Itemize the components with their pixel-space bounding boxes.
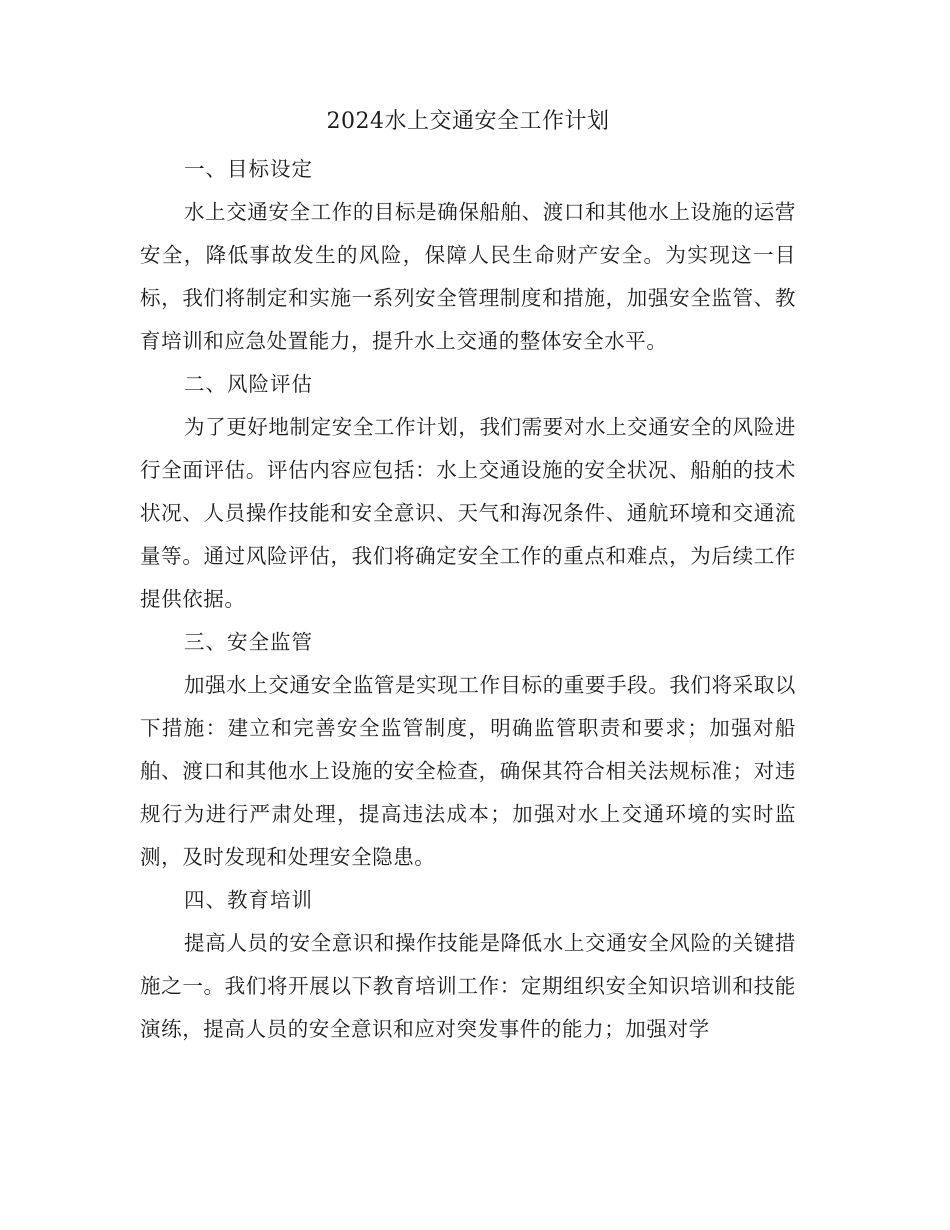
document-title: 2024水上交通安全工作计划	[326, 109, 610, 134]
section-paragraph: 水上交通安全工作的目标是确保船舶、渡口和其他水上设施的运营安全，降低事故发生的风险，保障人民生命财产安全。为实现这一目标，我们将制定和实施一系列安全管理制度和措施，加强安全监管、教育培训和应急处置能力，提升水上交通的整体安全水平。	[140, 200, 796, 353]
section-heading: 一、目标设定	[184, 157, 313, 181]
section-paragraph: 为了更好地制定安全工作计划，我们需要对水上交通安全的风险进行全面评估。评估内容应包括：水上交通设施的安全状况、船舶的技术状况、人员操作技能和安全意识、天气和海况条件、通航环境和交通流量等。通过风险评估，我们将确定安全工作的重点和难点，为后续工作提供依据。	[140, 415, 796, 611]
section-heading: 三、安全监管	[184, 630, 313, 654]
section-goal-setting	[140, 148, 796, 363]
section-paragraph: 加强水上交通安全监管是实现工作目标的重要手段。我们将采取以下措施：建立和完善安全监管制度，明确监管职责和要求；加强对船舶、渡口和其他水上设施的安全检查，确保其符合相关法规标准；对违规行为进行严肃处理，提高违法成本；加强对水上交通环境的实时监测，及时发现和处理安全隐患。	[140, 673, 796, 869]
section-education-training	[140, 879, 796, 1051]
section-safety-supervision	[140, 621, 796, 879]
section-paragraph: 提高人员的安全意识和操作技能是降低水上交通安全风险的关键措施之一。我们将开展以下教育培训工作：定期组织安全知识培训和技能演练，提高人员的安全意识和应对突发事件的能力；加强对学	[140, 931, 796, 1041]
section-heading: 二、风险评估	[184, 372, 313, 396]
document-content	[140, 102, 796, 1051]
section-risk-assessment	[140, 363, 796, 621]
section-heading: 四、教育培训	[184, 888, 313, 912]
